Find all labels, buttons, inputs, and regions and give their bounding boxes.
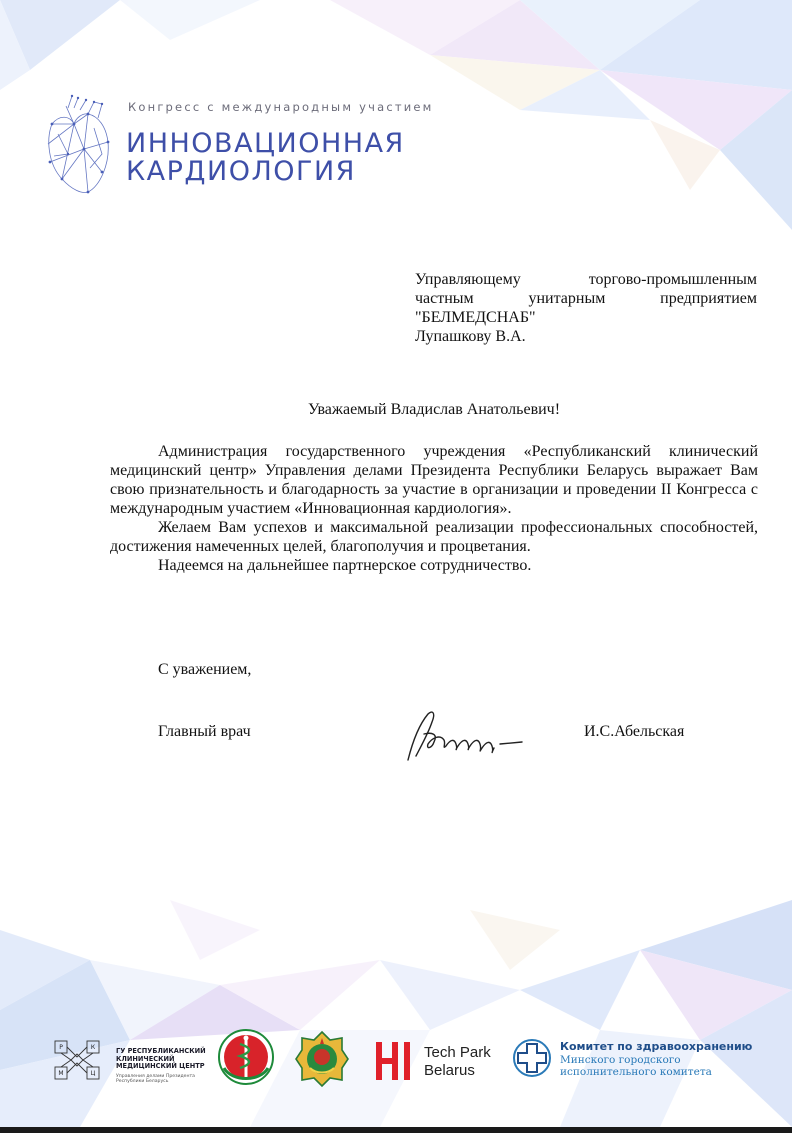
medical-cross-icon	[512, 1038, 552, 1078]
addressee-line: "БЕЛМЕДСНАБ"	[415, 309, 536, 326]
committee-subtitle-line: Минского городского	[560, 1054, 681, 1066]
medical-emblem-icon	[218, 1028, 274, 1086]
rkmc-emblem-icon	[54, 1040, 100, 1080]
congress-subtitle: Конгресс с международным участием	[128, 100, 434, 114]
congress-header	[44, 94, 504, 204]
signature-row	[0, 700, 792, 770]
rkmc-letter: К	[90, 1044, 96, 1051]
techpark-logo	[374, 1038, 494, 1082]
addressee-line: Лупашкову В.А.	[415, 328, 526, 345]
addressee-line: Управляющему торгово-промышленным	[415, 271, 757, 288]
congress-title-line1: ИННОВАЦИОННАЯ	[126, 128, 405, 159]
techpark-line: Belarus	[424, 1062, 475, 1079]
polygonal-heart-icon	[44, 94, 112, 196]
techpark-text	[424, 1044, 491, 1080]
congress-title	[126, 130, 405, 186]
rkmc-letter: М	[58, 1070, 64, 1077]
body-paragraph: Администрация государственного учреждения «Республиканский клинический медицинский центр» Управления делами Президента Республики Беларусь выражает Вам свою признательность и благодарность за участие в организации и проведении II Конгресса с международным участием «Инновационная кардиология».	[110, 443, 758, 517]
body-paragraph: Надеемся на дальнейшее партнерское сотрудничество.	[158, 557, 532, 574]
rkmc-letter: Р	[59, 1044, 63, 1051]
handwritten-signature	[398, 704, 530, 766]
letter-body	[110, 442, 758, 575]
rkmc-name-line: МЕДИЦИНСКИЙ ЦЕНТР	[116, 1062, 205, 1071]
committee-subtitle-line: исполнительного комитета	[560, 1066, 712, 1078]
rkmc-name-line: КЛИНИЧЕСКИЙ	[116, 1054, 175, 1063]
signer-position: Главный врач	[158, 723, 251, 740]
committee-subtitle	[560, 1054, 712, 1078]
state-emblem-icon	[294, 1030, 350, 1088]
addressee-block	[415, 270, 757, 346]
partner-logos	[0, 1028, 792, 1090]
rkmc-note: Управления делами Президента Республики Беларусь	[116, 1073, 196, 1085]
closing-regards: С уважением,	[158, 661, 252, 678]
rkmc-name-line: ГУ РЕСПУБЛИКАНСКИЙ	[116, 1047, 206, 1055]
techpark-mark-icon	[374, 1038, 414, 1082]
salutation: Уважаемый Владислав Анатольевич!	[307, 401, 561, 418]
techpark-line: Tech Park	[424, 1044, 491, 1061]
signer-name: И.С.Абельская	[584, 723, 685, 740]
congress-title-line2: КАРДИОЛОГИЯ	[126, 156, 356, 187]
body-paragraph: Желаем Вам успехов и максимальной реализации профессиональных способностей, достижения намеченных целей, благополучия и процветания.	[110, 519, 758, 555]
rkmc-letter: Ц	[90, 1070, 96, 1077]
committee-name: Комитет по здравоохранению	[560, 1040, 753, 1053]
bottom-bar	[0, 1127, 792, 1133]
health-committee-logo	[512, 1038, 772, 1082]
rkmc-text	[116, 1048, 216, 1085]
addressee-line: частным унитарным предприятием	[415, 290, 757, 307]
